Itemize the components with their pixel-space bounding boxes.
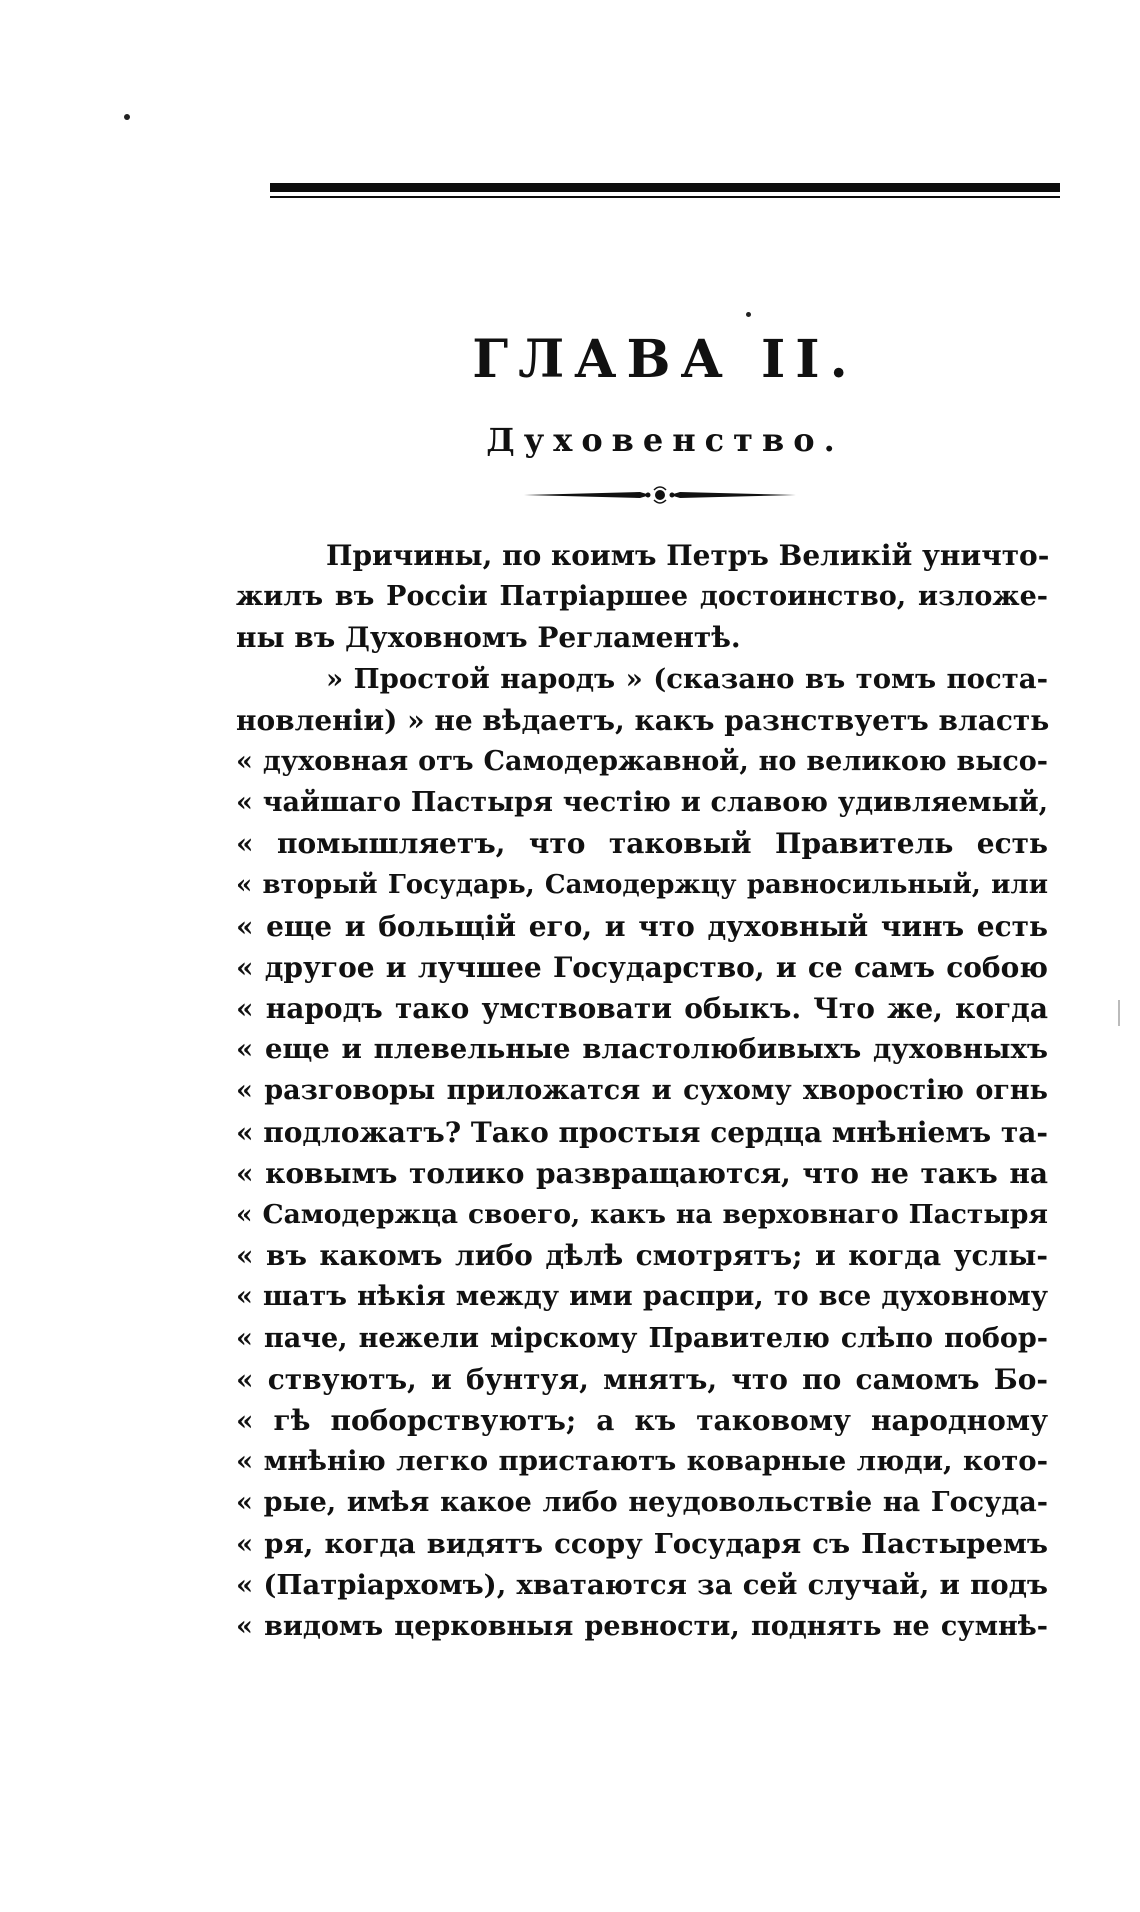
text-line: « ря, когда видятъ ссору Государя съ Пастыремъ — [236, 1527, 1048, 1560]
header-rule-thick — [270, 183, 1060, 192]
chapter-title: ГЛАВА II. — [472, 329, 858, 390]
header-rule-thin — [270, 196, 1060, 198]
text-line: « народъ тако умствовати обыкъ. Что же, когда — [236, 992, 1048, 1026]
text-line: « другое и лучшее Государство, и се самъ собою — [236, 950, 1048, 984]
text-line: « чайшаго Пастыря честію и славою удивляемый, — [236, 787, 1048, 819]
text-line: « вторый Государь, Самодержцу равносильный, или — [236, 869, 1048, 900]
text-line: « еще и плевельные властолюбивыхъ духовныхъ — [236, 1033, 1048, 1066]
text-line: » Простой народъ » (сказано въ томъ поста- — [326, 662, 1048, 695]
text-line: « еще и больщій его, и что духовный чинъ есть — [236, 909, 1048, 943]
text-line: « шатъ нѣкія между ими распри, то все духовному — [236, 1281, 1048, 1313]
text-line: « ковымъ толико развращаются, что не такъ на — [236, 1156, 1048, 1190]
text-line: « мнѣнію легко пристаютъ коварные люди, кото- — [236, 1445, 1048, 1478]
text-line: « (Патріархомъ), хватаются за сей случай, и подъ — [236, 1568, 1048, 1601]
text-line: новленіи) » не вѣдаетъ, какъ разнствуетъ власть — [236, 703, 1050, 737]
text-line: « рые, имѣя какое либо неудовольствіе на Госуда- — [236, 1487, 1048, 1519]
text-line: « разговоры приложатся и сухому хворостію огнь — [236, 1075, 1048, 1107]
text-line: « Самодержца своего, какъ на верховнаго Пастыря — [236, 1199, 1048, 1230]
text-line: « помышляетъ, что таковый Правитель есть — [236, 827, 1048, 861]
text-line: « ствуютъ, и бунтуя, мнятъ, что по самомъ Бо- — [236, 1362, 1048, 1396]
body-text — [236, 535, 1048, 1647]
chapter-subtitle: Духовенство. — [486, 421, 844, 459]
print-speck — [746, 312, 751, 317]
text-line: « духовная отъ Самодержавной, но великою высо- — [236, 745, 1048, 777]
text-line: « паче, нежели мірскому Правителю слѣпо побор- — [236, 1322, 1048, 1354]
text-line: ны въ Духовномъ Регламентѣ. — [236, 621, 741, 655]
print-speck — [124, 114, 130, 120]
margin-mark — [1118, 1000, 1120, 1026]
text-line: жилъ въ Россіи Патріаршее достоинство, изложе- — [236, 581, 1048, 613]
text-line: « видомъ церковныя ревности, поднять не сумнѣ- — [236, 1610, 1048, 1642]
text-line: Причины, по коимъ Петръ Великій уничто- — [326, 539, 1050, 572]
text-line: « подложатъ? Тако простыя сердца мнѣніемъ та- — [236, 1115, 1048, 1149]
text-line: « въ какомъ либо дѣлѣ смотрятъ; и когда услы- — [236, 1239, 1048, 1273]
ornament-divider — [520, 480, 800, 510]
text-line: « гѣ поборствуютъ; а къ таковому народному — [236, 1403, 1048, 1437]
